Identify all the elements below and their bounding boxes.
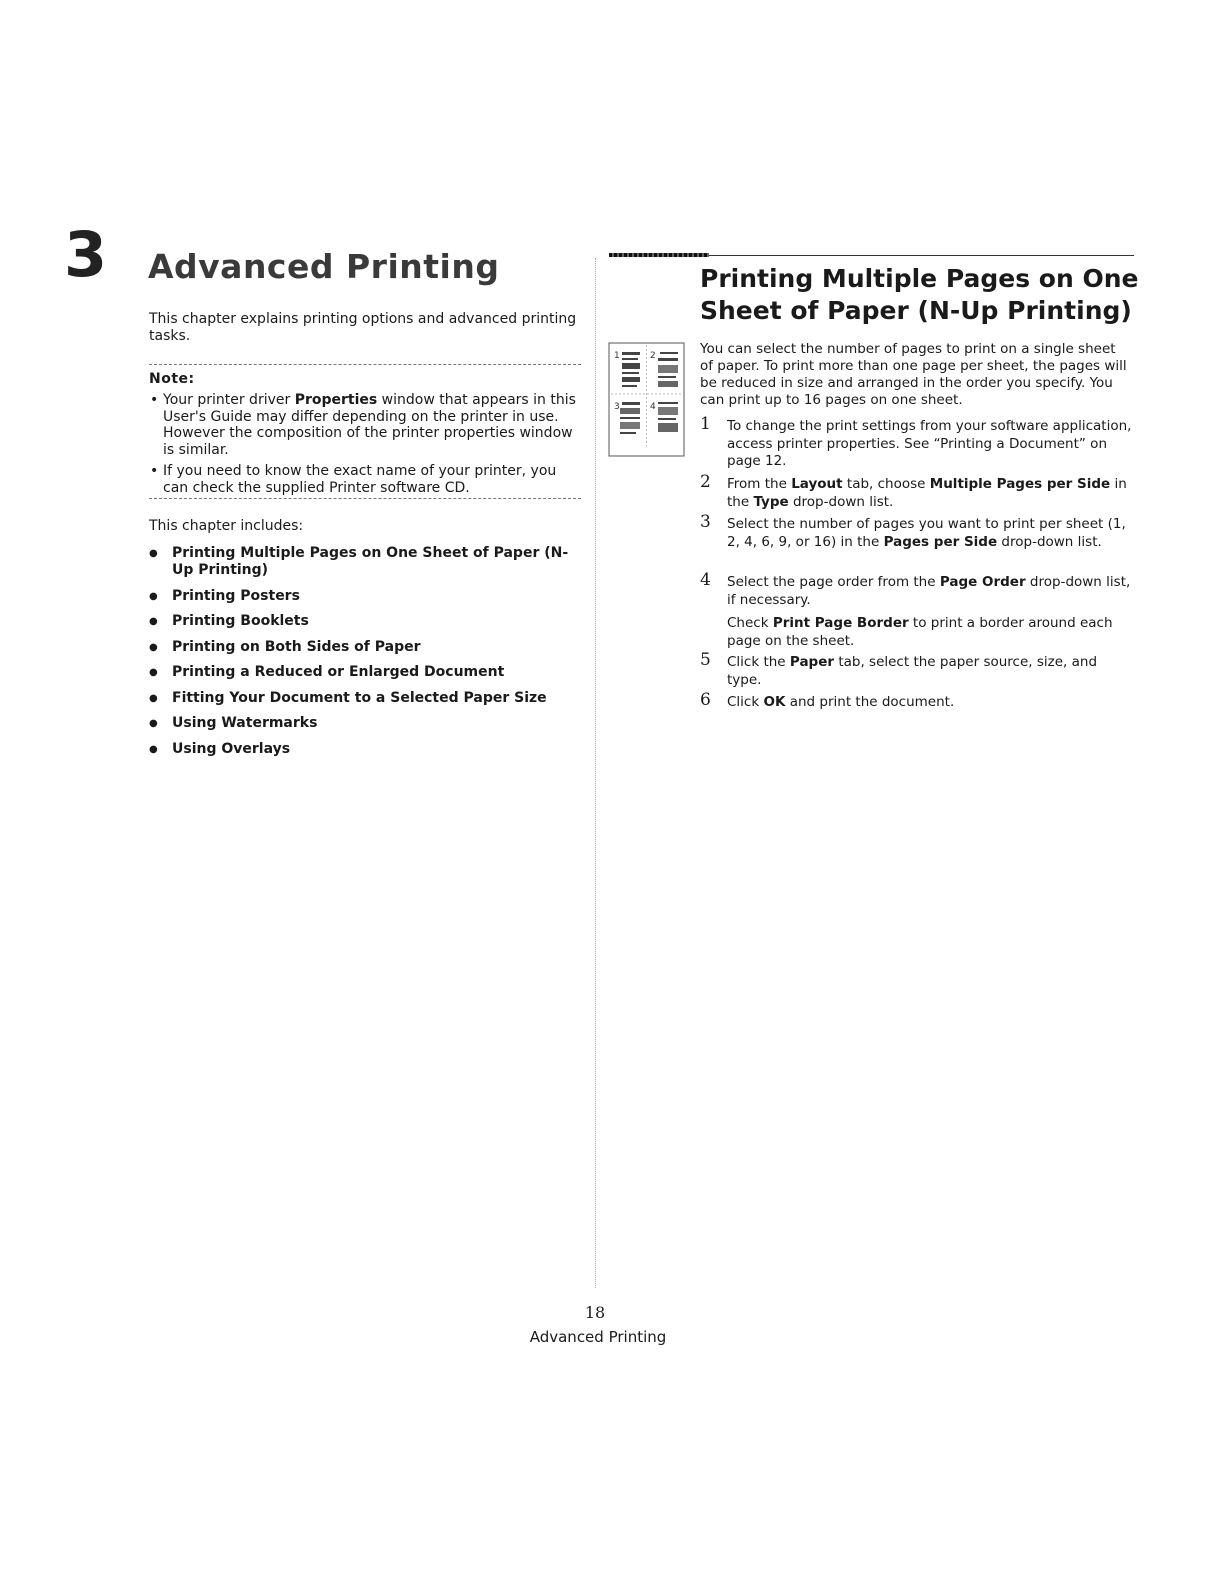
contents-item: ● Printing on Both Sides of Paper xyxy=(149,639,589,656)
step-text: Select the page order from the Page Order drop-down list, if necessary. xyxy=(727,574,1131,608)
section-intro: You can select the number of pages to print on a single sheet of paper. To print more than one page per sheet, the pages will be reduced in size and arranged in the order you specify. You can print up to 16 pages on one sheet. xyxy=(700,341,1127,408)
icon-page-number: 4 xyxy=(650,402,656,412)
step-number: 2 xyxy=(700,472,711,492)
note-list xyxy=(149,392,581,501)
section-title: Printing Multiple Pages on One Sheet of Paper (N-Up Printing) xyxy=(700,264,1139,325)
step-text: Check Print Page Border to print a border around each page on the sheet. xyxy=(727,615,1113,649)
contents-item: ● Printing a Reduced or Enlarged Document xyxy=(149,664,589,681)
step-2 xyxy=(700,472,1132,511)
step-text: Click the Paper tab, select the paper source, size, and type. xyxy=(727,654,1098,688)
chapter-contents-list xyxy=(149,545,589,766)
page-number: 18 xyxy=(584,1303,606,1322)
n-up-pages-icon xyxy=(608,342,686,458)
chapter-title: Advanced Printing xyxy=(148,247,500,286)
note-item: • If you need to know the exact name of your printer, you can check the supplied Printer software CD. xyxy=(149,463,581,496)
step-number: 3 xyxy=(700,512,711,532)
step-number: 1 xyxy=(700,414,711,434)
contents-item: ● Using Watermarks xyxy=(149,715,589,732)
step-1 xyxy=(700,414,1132,471)
column-divider xyxy=(595,258,596,1288)
section-marker-bar xyxy=(609,253,709,257)
note-bottom-rule xyxy=(149,498,581,499)
step-text: To change the print settings from your software application, access printer properties. See “Printing a Document” on page 12. xyxy=(727,418,1132,469)
icon-page-number: 1 xyxy=(614,351,620,361)
step-text: Select the number of pages you want to print per sheet (1, 2, 4, 6, 9, or 16) in the Pages per Side drop-down list. xyxy=(727,516,1126,550)
includes-heading: This chapter includes: xyxy=(149,518,304,534)
step-4-detail xyxy=(700,615,1132,650)
contents-item: ● Printing Multiple Pages on One Sheet of Paper (N-Up Printing) xyxy=(149,545,589,579)
contents-item: ● Printing Booklets xyxy=(149,613,589,630)
step-number: 5 xyxy=(700,650,711,670)
step-number: 4 xyxy=(700,570,711,590)
step-4 xyxy=(700,570,1132,609)
note-label: Note: xyxy=(149,371,195,387)
chapter-number: 3 xyxy=(64,218,108,291)
chapter-intro: This chapter explains printing options and advanced printing tasks. xyxy=(149,311,577,344)
note-top-rule xyxy=(149,364,581,365)
step-3 xyxy=(700,512,1132,551)
contents-item: ● Fitting Your Document to a Selected Paper Size xyxy=(149,690,589,707)
section-top-rule xyxy=(709,255,1134,256)
icon-page-number: 2 xyxy=(650,351,656,361)
icon-page-number: 3 xyxy=(614,402,620,412)
contents-item: ● Printing Posters xyxy=(149,588,589,605)
step-5 xyxy=(700,650,1132,689)
step-text: Click OK and print the document. xyxy=(727,694,955,710)
step-6 xyxy=(700,690,1132,712)
contents-item: ● Using Overlays xyxy=(149,741,589,758)
step-text: From the Layout tab, choose Multiple Pages per Side in the Type drop-down list. xyxy=(727,476,1127,510)
note-item: • Your printer driver Properties window that appears in this User's Guide may differ depending on the printer in use. However the composition of the printer properties window is similar. xyxy=(149,392,581,458)
step-number: 6 xyxy=(700,690,711,710)
footer-title: Advanced Printing xyxy=(529,1328,667,1346)
